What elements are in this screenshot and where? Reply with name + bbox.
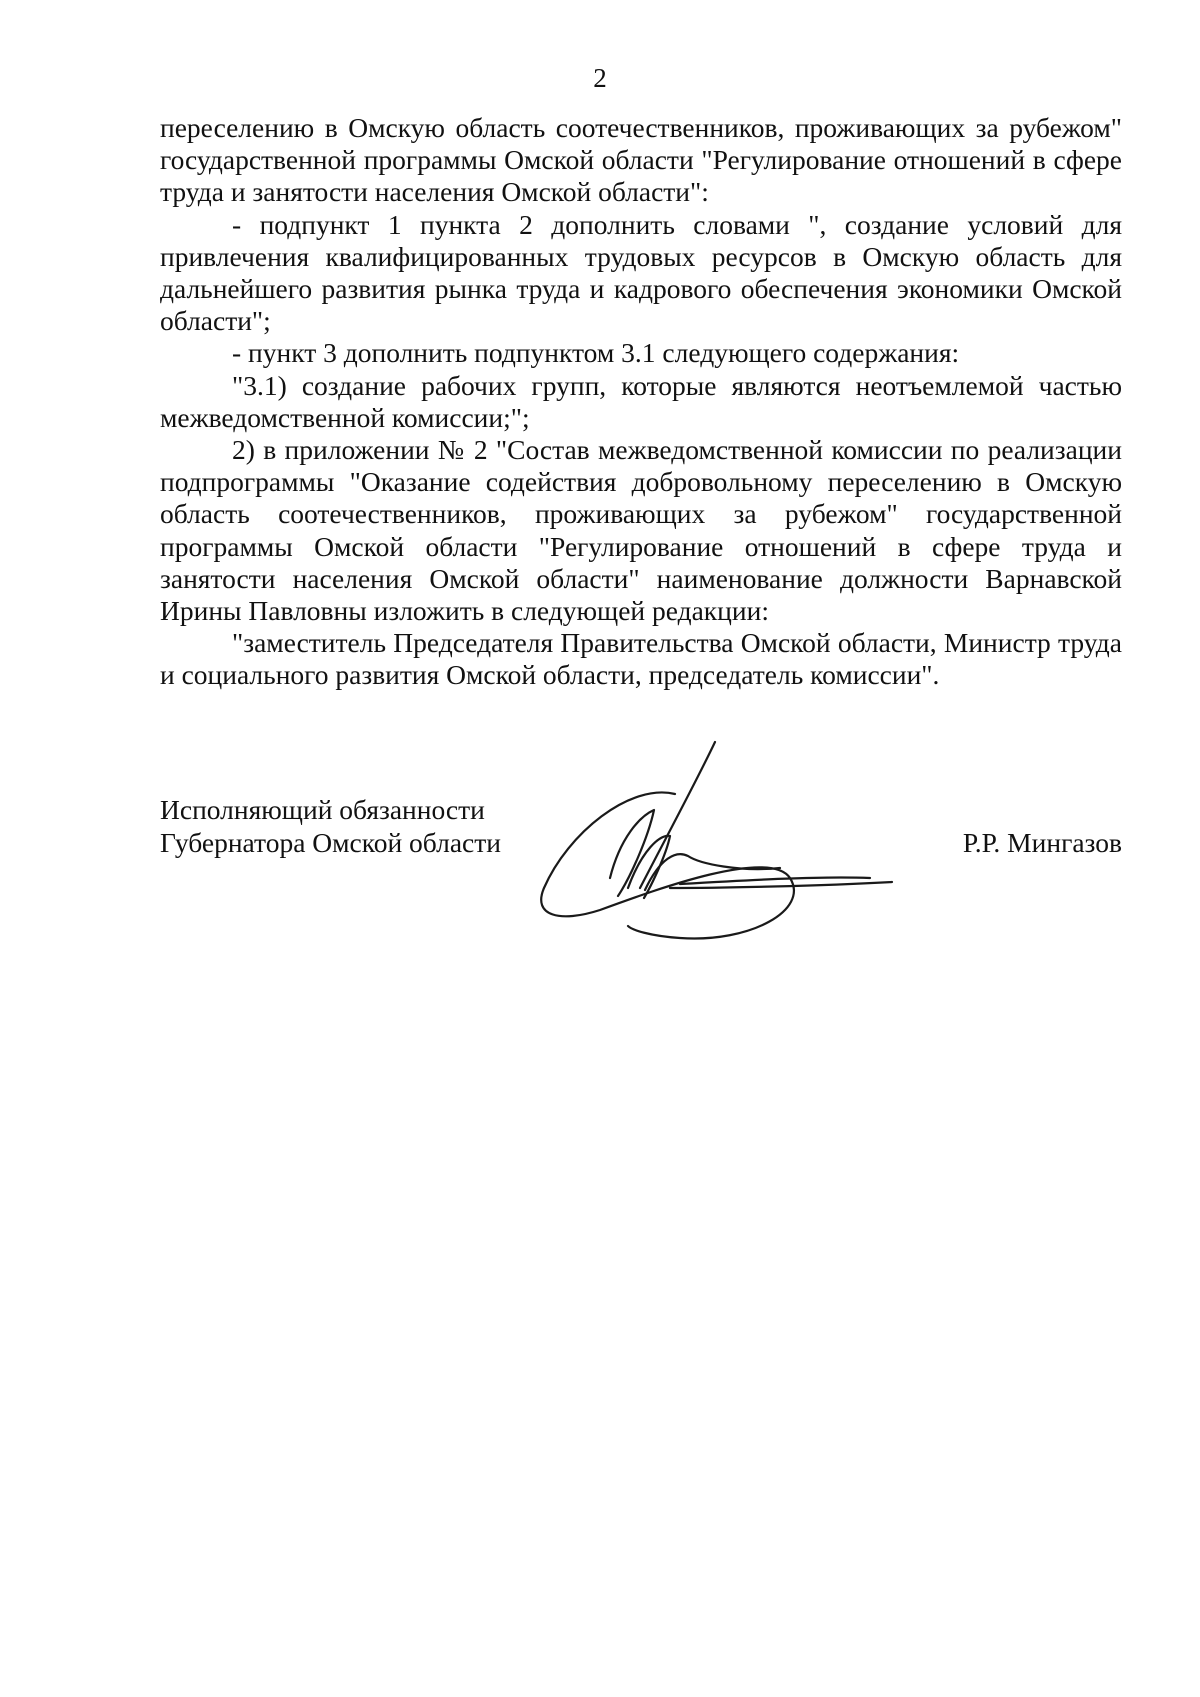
- paragraph-6: "заместитель Председателя Правительства Омской области, Министр труда и социального развития Омской области, председатель комиссии".: [160, 627, 1122, 691]
- paragraph-5: 2) в приложении № 2 "Состав межведомственной комиссии по реализации подпрограммы "Оказание содействия добровольному переселению в Омскую область соотечественников, проживающих за рубежом" государственной программы Омской области "Регулирование отношений в сфере труда и занятости населения Омской области" наименование должности Варнавской Ирины Павловны изложить в следующей редакции:: [160, 434, 1122, 627]
- document-body: [160, 112, 1122, 692]
- signer-title-line-1: Исполняющий обязанности: [160, 794, 485, 825]
- signer-name: Р.Р. Мингазов: [962, 827, 1122, 858]
- paragraph-1: переселению в Омскую область соотечественников, проживающих за рубежом" государственной программы Омской области "Регулирование отношений в сфере труда и занятости населения Омской области":: [160, 112, 1122, 208]
- page-number: 2: [593, 63, 607, 93]
- signer-title: [160, 793, 501, 859]
- signer-title-line-2: Губернатора Омской области: [160, 827, 501, 858]
- paragraph-2: - подпункт 1 пункта 2 дополнить словами ", создание условий для привлечения квалифицированных трудовых ресурсов в Омскую область для дальнейшего развития рынка труда и кадрового обеспечения экономики Омской области";: [160, 208, 1122, 337]
- paragraph-4: "3.1) создание рабочих групп, которые являются неотъемлемой частью межведомственной комиссии;";: [160, 369, 1122, 433]
- paragraph-3: - пункт 3 дополнить подпунктом 3.1 следующего содержания:: [232, 337, 960, 369]
- handwritten-signature-icon: [520, 738, 910, 948]
